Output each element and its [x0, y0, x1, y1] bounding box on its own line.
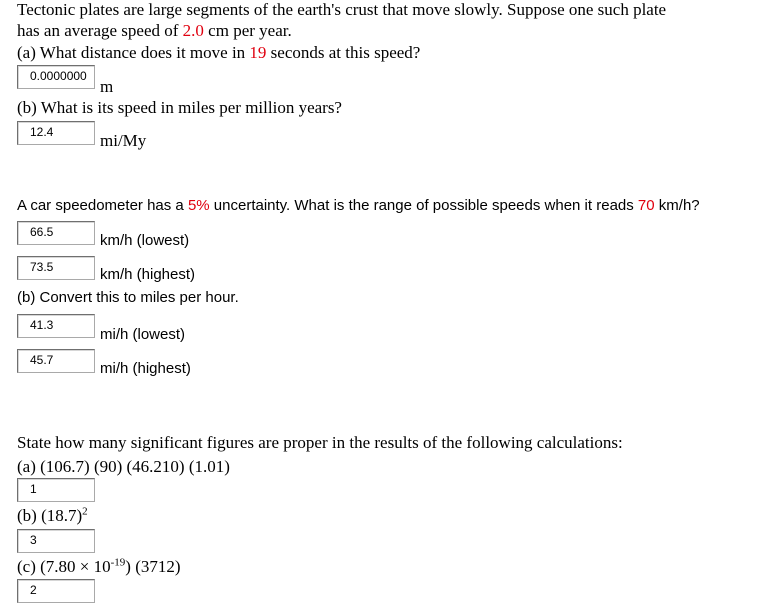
q2-stem-mid: uncertainty. What is the range of possible speeds when it reads [209, 197, 638, 214]
q1-part-a-prompt [17, 43, 420, 63]
q1-unit-a: m [100, 77, 114, 96]
q1-unit-b: mi/My [100, 131, 147, 150]
q3-part-c-post: ) (3712) [125, 557, 181, 576]
q2-stem [17, 197, 700, 214]
q3-stem: State how many significant figures are proper in the results of the following calculations: [17, 433, 623, 452]
q3-part-c-exponent: -19 [110, 556, 126, 569]
q2-unit-low-kmh: km/h (lowest) [100, 232, 190, 249]
q2-unit-low-mph: mi/h (lowest) [100, 326, 186, 343]
q1-answer-b-input[interactable]: 12.4 [17, 121, 95, 145]
q2-low-kmh-input[interactable]: 66.5 [17, 221, 95, 245]
q3-answer-c-input[interactable]: 2 [17, 579, 95, 603]
q3-part-c-pre: (c) (7.80 × 10 [17, 557, 111, 576]
q2-stem-post: km/h? [654, 197, 700, 214]
q2-uncertainty-value: 5% [187, 197, 210, 214]
q1-intro-pre: has an average speed of [17, 21, 183, 40]
q1-intro-post: cm per year. [203, 21, 292, 40]
q1-intro-line2 [17, 21, 292, 41]
q2-high-mph-input[interactable]: 45.7 [17, 349, 95, 373]
q2-reading-value: 70 [637, 197, 655, 214]
q2-part-b-prompt: (b) Convert this to miles per hour. [17, 289, 239, 306]
q1-part-a-post: seconds at this speed? [266, 43, 421, 62]
q2-unit-high-kmh: km/h (highest) [100, 266, 196, 283]
q1-answer-a-input[interactable]: 0.0000000 [17, 65, 95, 89]
q3-part-b-base: (b) (18.7) [17, 506, 83, 525]
q2-unit-high-mph: mi/h (highest) [100, 360, 191, 377]
q1-part-a-pre: (a) What distance does it move in [17, 43, 250, 62]
q1-part-b-prompt: (b) What is its speed in miles per million years? [17, 98, 342, 117]
q3-answer-a-input[interactable]: 1 [17, 478, 95, 502]
q3-part-b-prompt [17, 506, 88, 526]
q1-speed-value: 2.0 [182, 21, 204, 40]
q1-intro-line1: Tectonic plates are large segments of the earth's crust that move slowly. Suppose one such plate [17, 0, 667, 19]
q1-seconds-value: 19 [249, 43, 267, 62]
q2-low-mph-input[interactable]: 41.3 [17, 314, 95, 338]
q3-part-b-exponent: 2 [82, 505, 88, 518]
q2-high-kmh-input[interactable]: 73.5 [17, 256, 95, 280]
q3-part-a-prompt: (a) (106.7) (90) (46.210) (1.01) [17, 457, 230, 476]
q3-answer-b-input[interactable]: 3 [17, 529, 95, 553]
q2-stem-pre: A car speedometer has a [17, 197, 188, 214]
q3-part-c-prompt [17, 557, 181, 577]
